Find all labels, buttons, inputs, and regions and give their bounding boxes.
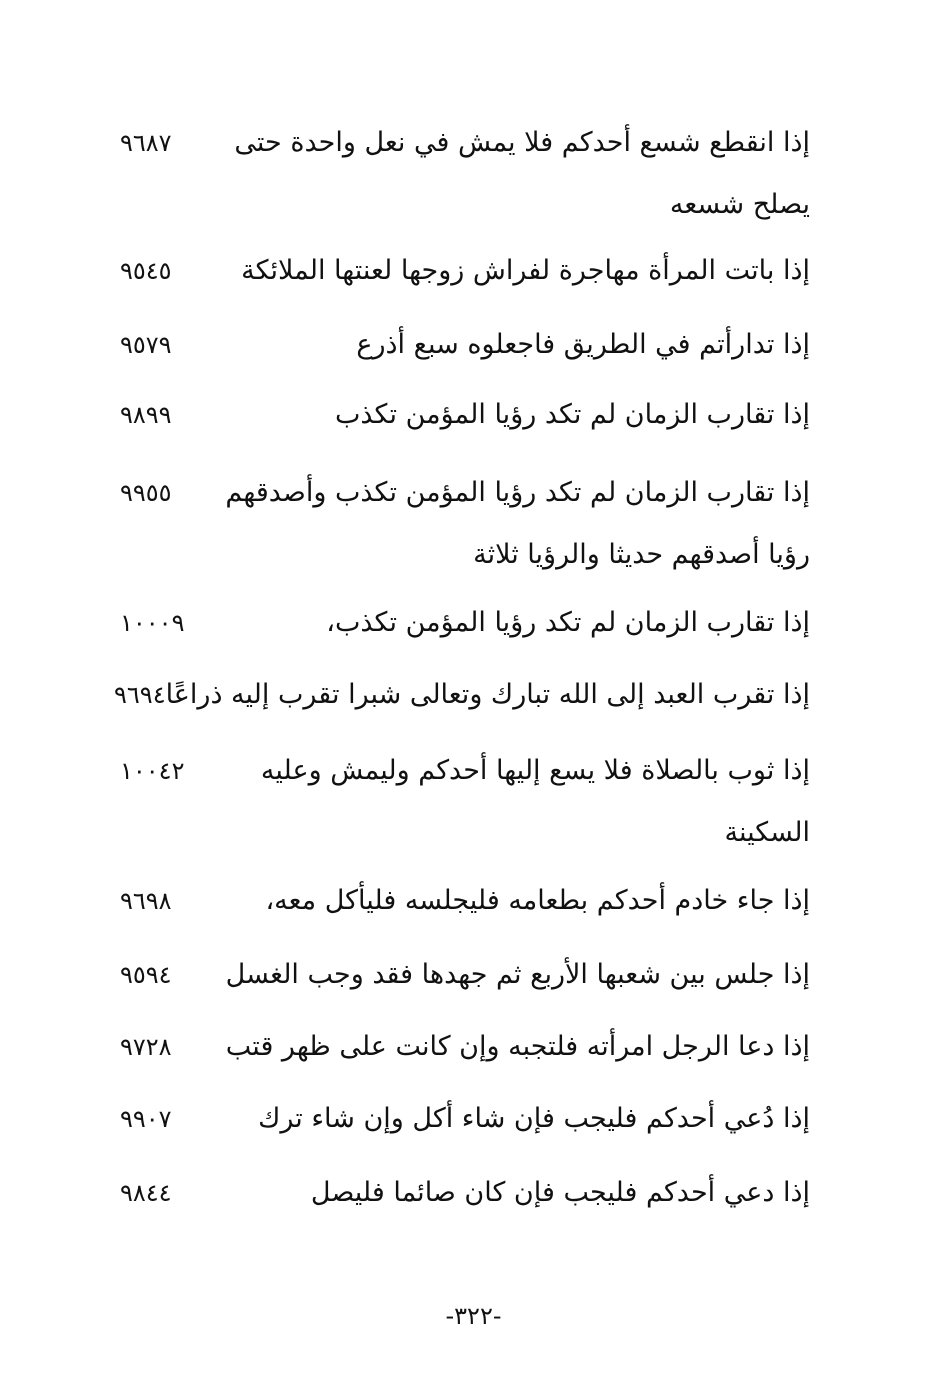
hadith-text: إذا جاء خادم أحدكم بطعامه فليجلسه فليأكل معه، [265,885,810,916]
hadith-number: ١٠٠٤٢ [120,757,185,785]
hadith-entry [120,592,810,654]
hadith-text: إذا باتت المرأة مهاجرة لفراش زوجها لعنتها الملائكة [241,255,810,286]
hadith-number: ٩٦٩٨ [120,887,172,915]
hadith-text: إذا تقارب الزمان لم تكد رؤيا المؤمن تكذب [334,399,810,430]
hadith-entry [120,1162,810,1224]
hadith-entry [120,1088,810,1150]
hadith-text: إذا دعا الرجل امرأته فلتجبه وإن كانت على ظهر قتب [225,1031,810,1062]
hadith-continuation: يصلح شسعه [669,189,810,220]
hadith-text: إذا تدارأتم في الطريق فاجعلوه سبع أذرع [356,329,810,360]
hadith-entry [120,314,810,376]
hadith-text: إذا تقارب الزمان لم تكد رؤيا المؤمن تكذب وأصدقهم [225,477,810,508]
hadith-entry [120,944,810,1006]
hadith-text: إذا دُعي أحدكم فليجب فإن شاء أكل وإن شاء ترك [258,1103,810,1134]
hadith-entry [120,1016,810,1078]
hadith-entry [120,740,810,864]
hadith-entry [120,384,810,446]
hadith-number: ٩٩٠٧ [120,1105,172,1133]
hadith-number: ٩٧٢٨ [120,1033,172,1061]
hadith-entry [120,240,810,302]
hadith-number: ٩٦٩٤ [114,681,166,709]
hadith-number: ٩٩٥٥ [120,479,172,507]
hadith-entry [120,870,810,932]
hadith-entry [120,462,810,586]
hadith-number: ٩٥٤٥ [120,257,172,285]
hadith-continuation: رؤيا أصدقهم حديثا والرؤيا ثلاثة [473,539,810,570]
hadith-number: ٩٦٨٧ [120,129,172,157]
hadith-text: إذا جلس بين شعبها الأربع ثم جهدها فقد وجب الغسل [225,959,810,990]
hadith-number: ٩٥٧٩ [120,331,172,359]
hadith-text: إذا تقرب العبد إلى الله تبارك وتعالى شبرا تقرب إليه ذراعًا [165,679,810,710]
hadith-number: ٩٨٤٤ [120,1179,172,1207]
hadith-number: ٩٥٩٤ [120,961,172,989]
hadith-number: ١٠٠٠٩ [120,609,185,637]
hadith-text: إذا دعي أحدكم فليجب فإن كان صائما فليصل [310,1177,810,1208]
hadith-entry [114,664,810,726]
hadith-number: ٩٨٩٩ [120,401,172,429]
hadith-text: إذا انقطع شسع أحدكم فلا يمش في نعل واحدة حتى [234,127,810,158]
hadith-continuation: السكينة [724,817,810,848]
page-number: -٣٢٢- [445,1302,502,1330]
hadith-text: إذا تقارب الزمان لم تكد رؤيا المؤمن تكذب، [326,607,810,638]
hadith-entry [120,112,810,236]
hadith-text: إذا ثوب بالصلاة فلا يسع إليها أحدكم وليمش وعليه [260,755,810,786]
